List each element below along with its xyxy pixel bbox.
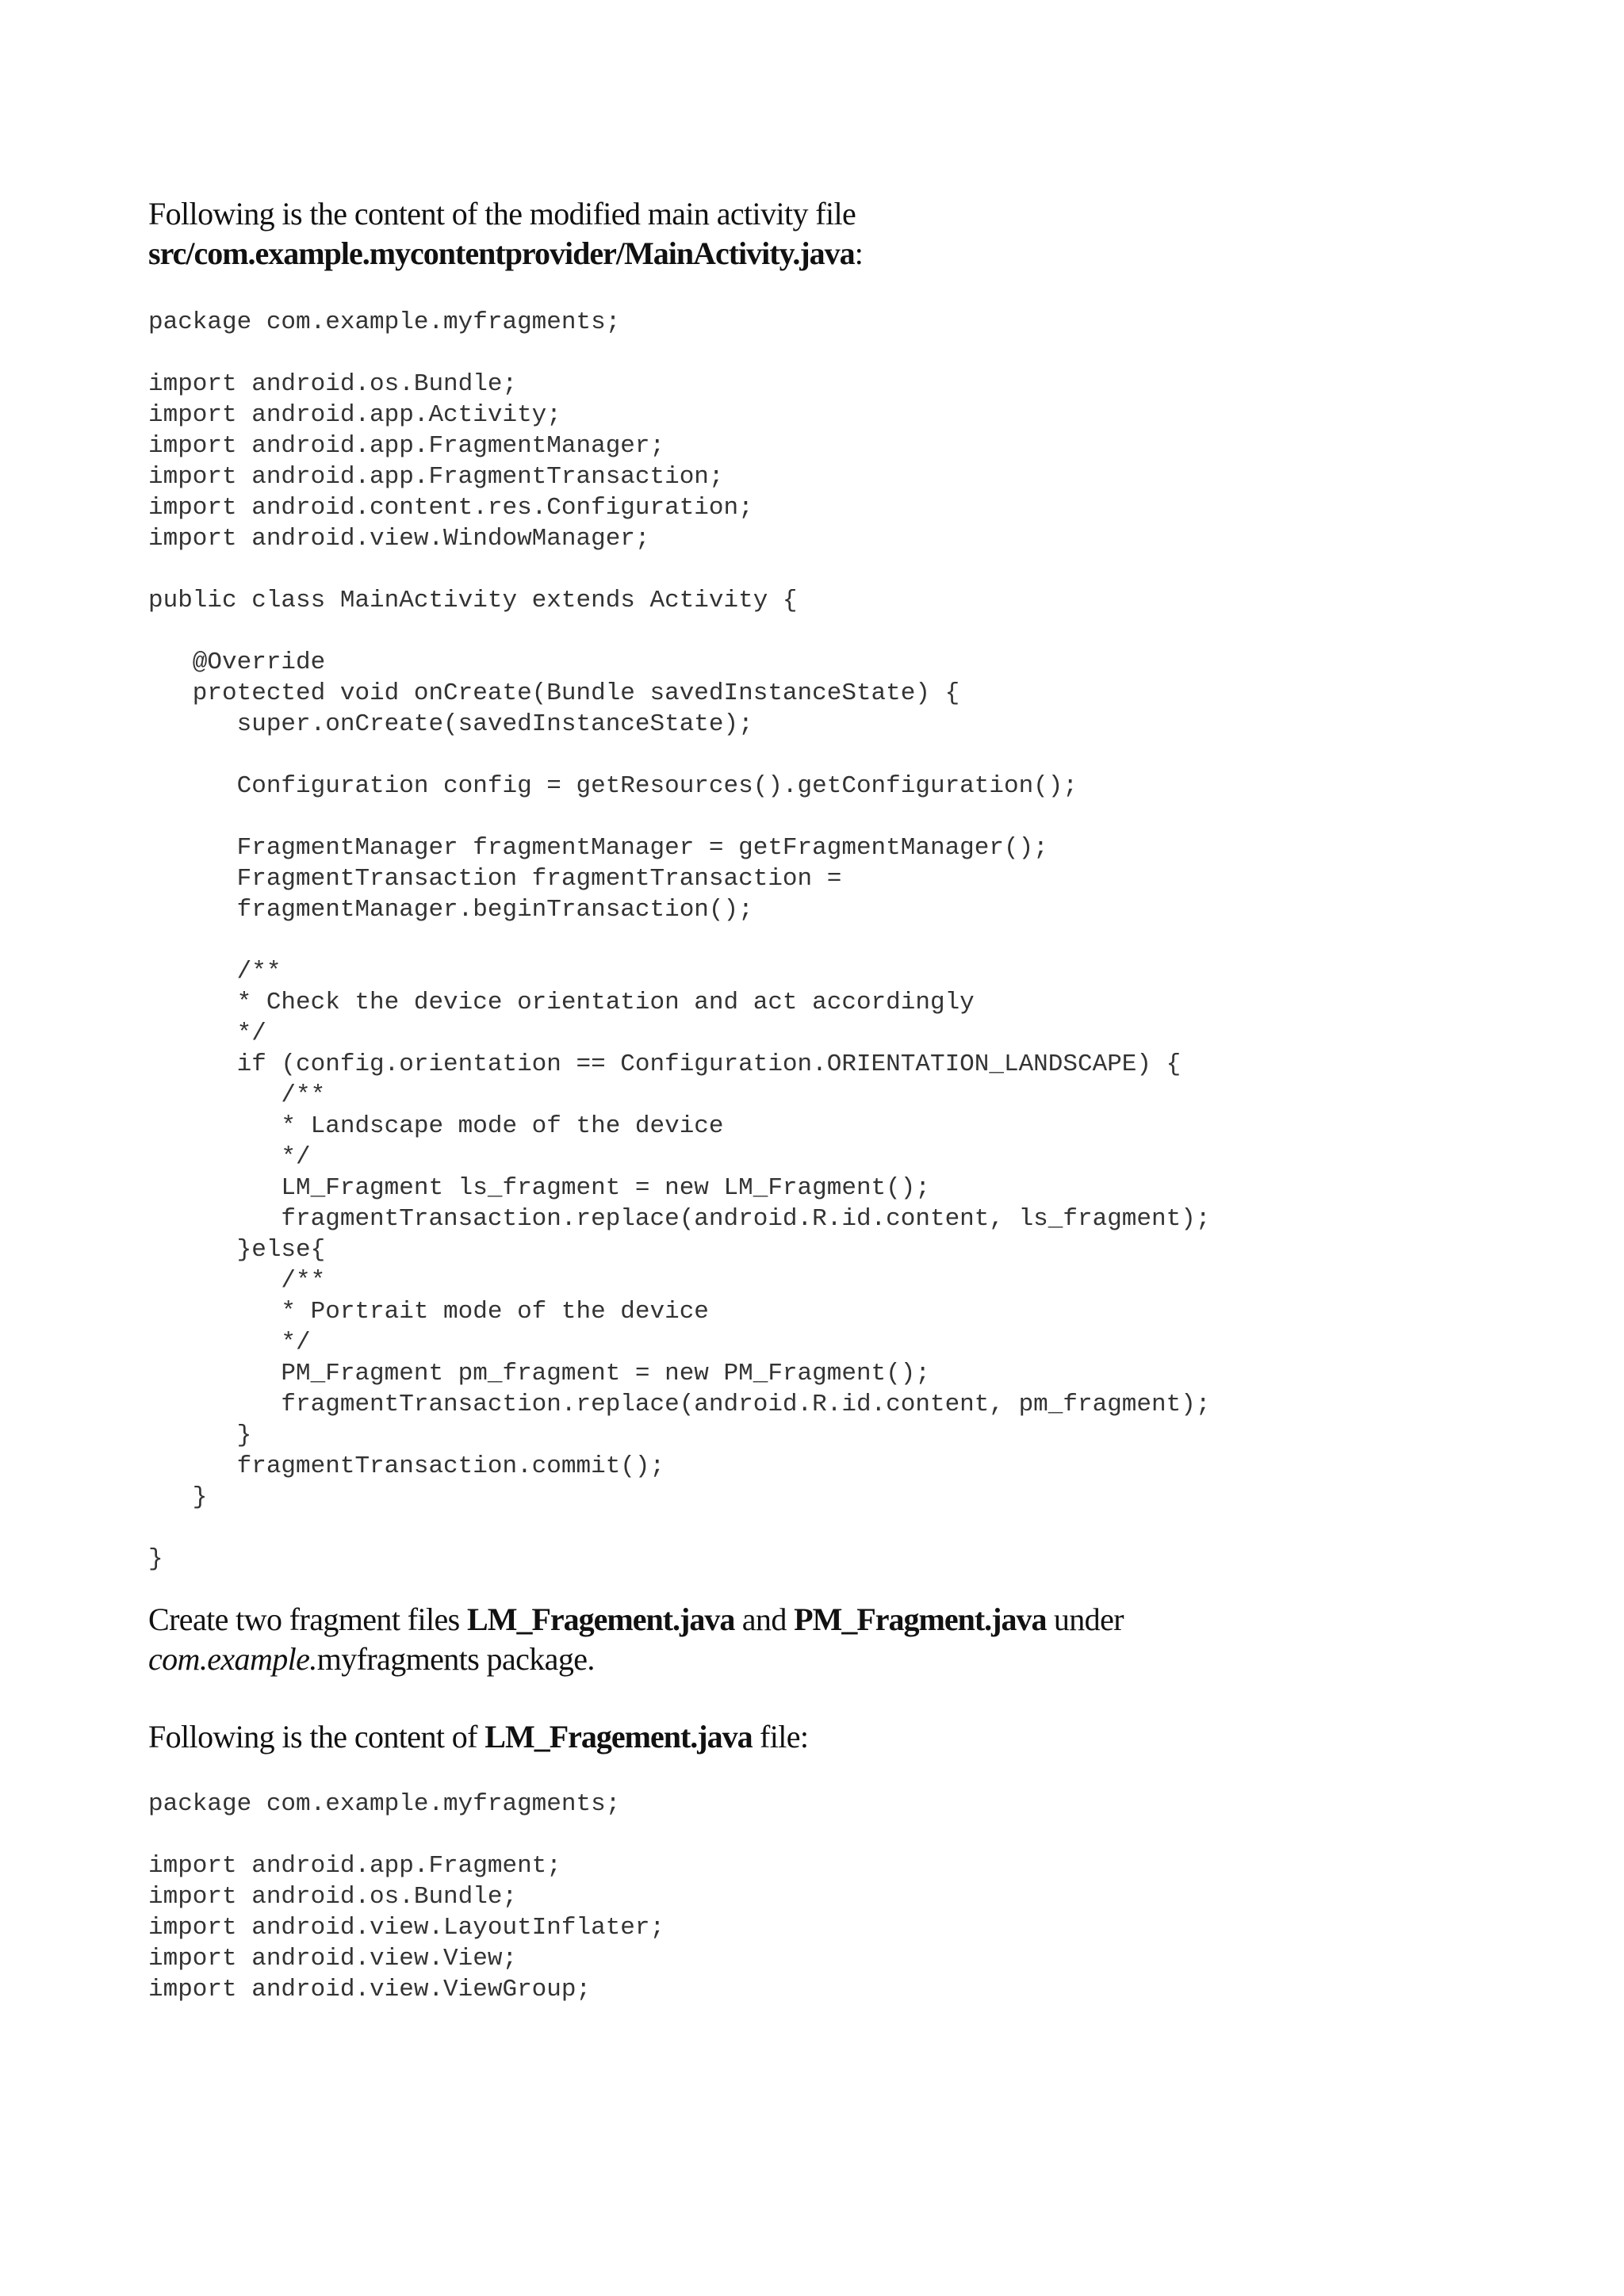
code-line: } xyxy=(148,1545,163,1573)
code-line: public class MainActivity extends Activity { xyxy=(148,587,798,614)
code-line: }else{ xyxy=(148,1236,326,1264)
code-line: Configuration config = getResources().getConfiguration(); xyxy=(148,772,1078,800)
code-line xyxy=(148,338,1496,369)
code-line: import android.view.LayoutInflater; xyxy=(148,1914,665,1942)
code-line xyxy=(148,616,1496,647)
code-line xyxy=(148,554,1496,585)
code-line: } xyxy=(148,1422,252,1449)
code-line: if (config.orientation == Configuration.ORIENTATION_LANDSCAPE) { xyxy=(148,1050,1182,1078)
code-line xyxy=(148,1513,1496,1544)
package-name-rest: myfragments package. xyxy=(316,1641,595,1677)
lm-fragment-code-block xyxy=(148,1789,1496,2005)
following-text-2: file: xyxy=(752,1719,809,1755)
code-line: fragmentTransaction.commit(); xyxy=(148,1452,665,1480)
lm-fragment-filename-2: LM_Fragement.java xyxy=(485,1719,753,1755)
code-line: @Override xyxy=(148,649,326,676)
code-line: import android.view.View; xyxy=(148,1945,518,1973)
main-activity-file-path: src/com.example.mycontentprovider/MainActivity.java xyxy=(148,235,855,271)
code-line: import android.view.ViewGroup; xyxy=(148,1976,592,2003)
code-line: /** xyxy=(148,1081,326,1109)
code-line: import android.app.FragmentManager; xyxy=(148,432,665,460)
code-line: FragmentTransaction fragmentTransaction = xyxy=(148,865,842,893)
code-line: } xyxy=(148,1483,208,1511)
code-line xyxy=(148,802,1496,832)
intro-text: Following is the content of the modified main activity file xyxy=(148,196,856,232)
code-line: /** xyxy=(148,1267,326,1295)
create-text-3: under xyxy=(1046,1601,1124,1637)
lm-fragment-intro-paragraph xyxy=(148,1717,1496,1757)
code-line: import android.view.WindowManager; xyxy=(148,525,650,553)
code-line: fragmentTransaction.replace(android.R.id.content, pm_fragment); xyxy=(148,1391,1211,1418)
main-activity-code-block xyxy=(148,307,1496,1575)
code-line: */ xyxy=(148,1143,311,1171)
code-line: protected void onCreate(Bundle savedInstanceState) { xyxy=(148,679,960,707)
intro-suffix: : xyxy=(854,235,864,271)
code-line: PM_Fragment pm_fragment = new PM_Fragment(); xyxy=(148,1360,930,1387)
create-fragments-paragraph xyxy=(148,1600,1496,1679)
code-line: */ xyxy=(148,1329,311,1357)
code-line xyxy=(148,1820,1496,1850)
intro-paragraph xyxy=(148,194,1496,274)
code-line: import android.os.Bundle; xyxy=(148,370,518,398)
code-line xyxy=(148,740,1496,771)
code-line: * Landscape mode of the device xyxy=(148,1112,724,1140)
code-line: fragmentTransaction.replace(android.R.id.content, ls_fragment); xyxy=(148,1205,1211,1233)
code-line: import android.os.Bundle; xyxy=(148,1883,518,1911)
document-page xyxy=(148,194,1496,2005)
code-line: super.onCreate(savedInstanceState); xyxy=(148,710,753,738)
code-line: package com.example.myfragments; xyxy=(148,1790,621,1818)
code-line: package com.example.myfragments; xyxy=(148,308,621,336)
lm-fragment-filename: LM_Fragement.java xyxy=(467,1601,735,1637)
create-text-1: Create two fragment files xyxy=(148,1601,468,1637)
code-line: * Check the device orientation and act accordingly xyxy=(148,989,975,1016)
code-line: import android.app.FragmentTransaction; xyxy=(148,463,724,491)
code-line: import android.app.Activity; xyxy=(148,401,561,429)
code-line xyxy=(148,925,1496,956)
code-line: import android.content.res.Configuration; xyxy=(148,494,753,522)
following-text-1: Following is the content of xyxy=(148,1719,485,1755)
code-line: * Portrait mode of the device xyxy=(148,1298,709,1326)
create-text-2: and xyxy=(734,1601,795,1637)
code-line: */ xyxy=(148,1020,266,1047)
code-line: fragmentManager.beginTransaction(); xyxy=(148,896,753,924)
code-line: FragmentManager fragmentManager = getFragmentManager(); xyxy=(148,834,1048,862)
package-name-italic: com.example. xyxy=(148,1641,317,1677)
code-line: LM_Fragment ls_fragment = new LM_Fragment(); xyxy=(148,1174,930,1202)
code-line: /** xyxy=(148,958,282,985)
code-line: import android.app.Fragment; xyxy=(148,1852,561,1880)
pm-fragment-filename: PM_Fragment.java xyxy=(794,1601,1047,1637)
